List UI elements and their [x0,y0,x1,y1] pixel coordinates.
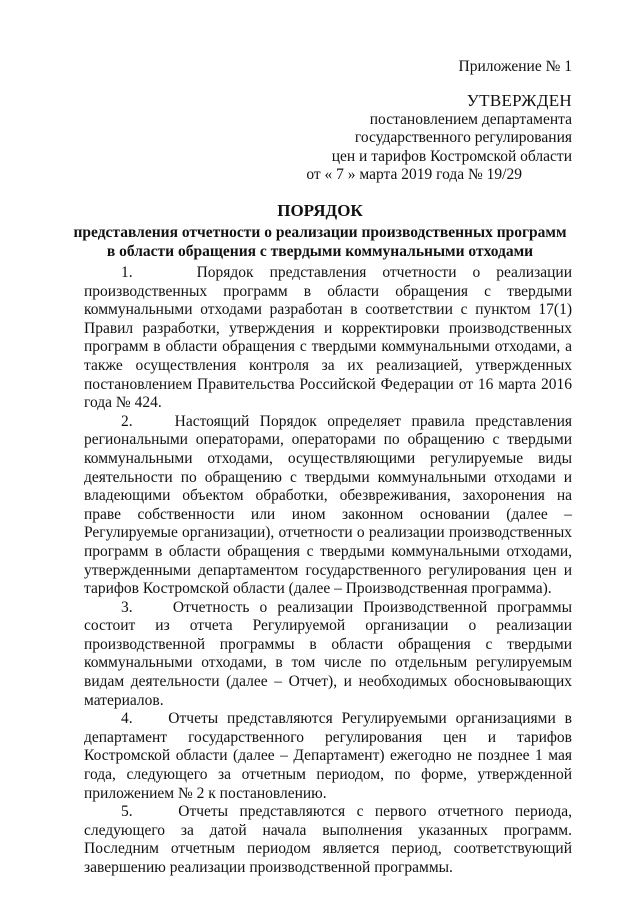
title-main: ПОРЯДОК [277,201,363,220]
paragraph-3: 3. Отчетность о реализации Производственной программы состоит из отчета Регулируемой организации о реализации производственной программы в области обращения с твердыми коммунальными отходами, в том числе по отдельным регулируемым видам деятельности (далее – Отчет), и необходимых обосновывающих материалов. [84,598,572,709]
title-subtitle [70,223,570,261]
paragraph-4: 4. Отчеты представляются Регулируемыми организациями в департамент государственного регулирования цен и тарифов Костромской области (далее – Департамент) ежегодно не позднее 1 мая года, следующего за отчетным периодом, по форме, утвержденной приложением № 2 к постановлению. [84,710,572,802]
document-body [84,264,572,878]
approval-block [306,92,572,185]
approved-line-1: постановлением департамента [369,110,572,128]
approved-line-3: цен и тарифов Костромской области [331,147,572,165]
approved-date: от « 7 » марта 2019 года № 19/29 [306,166,522,184]
appendix-label: Приложение № 1 [458,58,572,75]
approved-line-2: государственного регулирования [354,129,572,147]
document-title [70,201,570,261]
approved-heading: УТВЕРЖДЕН [466,91,572,110]
paragraph-1: 1. Порядок представления отчетности о реализации производственных программ в области обращения с твердыми коммунальными отходами разработан в соответствии с пунктом 17(1) Правил разработки, утверждения и корректировки производственных программ в области обращения с твердыми коммунальными отходами, а также осуществления контроля за их реализацией, утвержденных постановлением Правительства Российской Федерации от 16 марта 2016 года № 424. [84,264,572,412]
paragraph-5: 5. Отчеты представляются с первого отчетного периода, следующего за датой начала выполнения указанных программ. Последним отчетным периодом является период, соответствующий завершению реализации производственной программы. [84,803,572,876]
paragraph-2: 2. Настоящий Порядок определяет правила представления региональными операторами, операторами по обращению с твердыми коммунальными отходами, осуществляющими регулируемые виды деятельности по обращению с твердыми коммунальными отходами и владеющими объектом обработки, обезвреживания, захоронения на праве собственности или ином законном основании (далее – Регулируемые организации), отчетности о реализации производственных программ в области обращения с твердыми коммунальными отходами, утвержденными департаментом государственного регулирования цен и тарифов Костромской области (далее – Производственная программа). [84,412,572,598]
title-subtitle-line-2: в области обращения с твердыми коммунальными отходами [106,243,534,260]
title-subtitle-line-1: представления отчетности о реализации производственных программ [73,224,567,241]
